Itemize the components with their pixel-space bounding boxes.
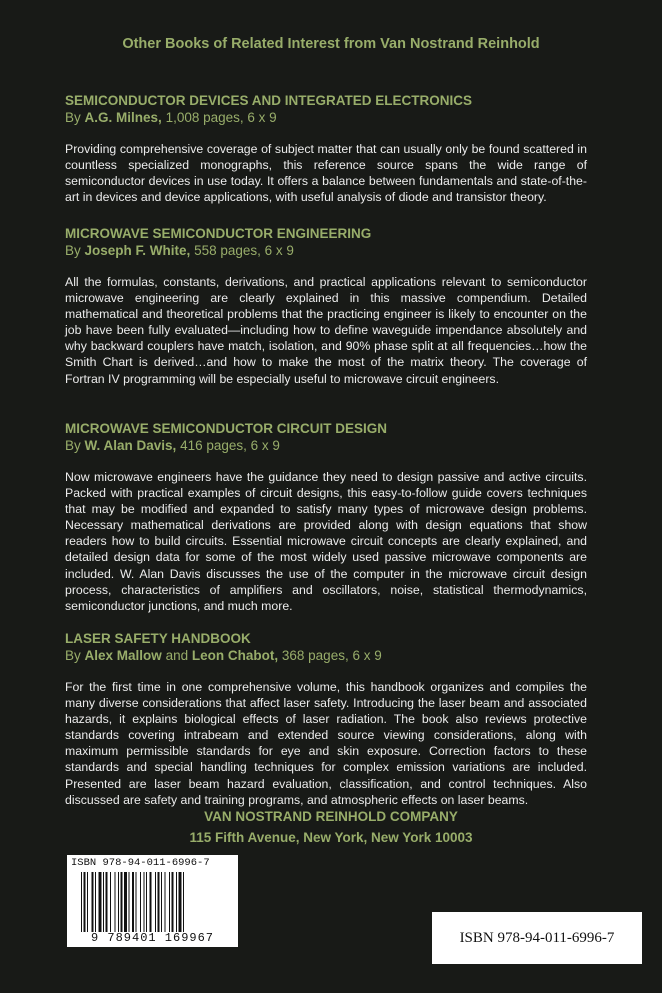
barcode-bar [146, 872, 147, 932]
by-label: By [65, 648, 81, 663]
barcode-bar [169, 872, 170, 932]
barcode-bar [129, 872, 130, 932]
book-author: Alex Mallow [84, 648, 162, 663]
isbn-box [432, 912, 642, 964]
barcode-bar [110, 872, 111, 932]
book-details: 368 pages, 6 x 9 [281, 648, 382, 663]
book-title: MICROWAVE SEMICONDUCTOR ENGINEERING [65, 226, 372, 241]
publisher-address: 115 Fifth Avenue, New York, New York 10003 [189, 830, 473, 845]
barcode-bar [124, 872, 127, 932]
barcode-bar [161, 872, 162, 932]
barcode-bar [165, 872, 166, 932]
book-author: Joseph F. White, [84, 243, 191, 258]
and-label: and [165, 648, 189, 663]
barcode-bar [81, 872, 82, 932]
barcode-bar [172, 872, 174, 932]
barcode-bar [140, 872, 141, 932]
barcode-bar [99, 872, 102, 932]
book-author-2: Leon Chabot, [191, 648, 279, 663]
barcode-bar [95, 872, 96, 932]
barcode-bar [92, 872, 94, 932]
book-entry-semiconductor-devices [65, 92, 587, 205]
barcode-bar [155, 872, 156, 932]
book-description: Now microwave engineers have the guidance they need to design passive and active circuits. Packed with practical examples of circuit designs, this easy-to-follow guide covers techniques that may be modified and expanded to satisfy many types of microwave design problems. Necessary mathematical derivations are provided along with design equations that show readers how to build circuits. Essential microwave circuit concepts are clearly explained, and detailed design data for some of the most widely used passive microwave components are included. W. Alan Davis discusses the use of the computer in the microwave circuit design process, characteristics of amplifiers and oscillators, noise, statistical thermodynamics, semiconductor junctions, and much more. [65, 470, 587, 613]
book-title: SEMICONDUCTOR DEVICES AND INTEGRATED ELECTRONICS [65, 93, 473, 108]
book-title: LASER SAFETY HANDBOOK [65, 631, 251, 646]
book-byline [65, 437, 587, 455]
book-details: 416 pages, 6 x 9 [180, 438, 280, 453]
barcode-bar [179, 872, 182, 932]
book-author: A.G. Milnes, [84, 110, 162, 125]
barcode-digits: 9 789401 169967 [90, 931, 215, 945]
book-title: MICROWAVE SEMICONDUCTOR CIRCUIT DESIGN [65, 421, 388, 436]
barcode-bar [132, 872, 134, 932]
by-label: By [65, 243, 81, 258]
book-entry-microwave-circuit-design [65, 420, 587, 614]
page-header: Other Books of Related Interest from Van Nostrand Reinhold [122, 36, 540, 52]
isbn-text: ISBN 978-94-011-6996-7 [459, 929, 615, 946]
by-label: By [65, 110, 81, 125]
barcode-bar [118, 872, 119, 932]
by-label: By [65, 438, 81, 453]
barcode-bar [103, 872, 104, 932]
book-description: For the first time in one comprehensive volume, this handbook organizes and compiles the many diverse considerations that affect laser safety. Introducing the laser beam and associated hazards, it explains biological effects of laser radiation. The book also reviews protective standards covering intrabeam and extended source viewing considerations, along with maximum permissible standards for eye and skin exposure. Correction factors to these standards and special handling techniques for complex emission variations are included. Presented are laser beam hazard evaluation, classification, and control techniques. Also discussed are safety and training programs, and atmospheric effects on laser beams. [65, 680, 587, 807]
barcode-bar [183, 872, 184, 932]
barcode-bar [144, 872, 145, 932]
barcode-bar [150, 872, 152, 932]
book-description: Providing comprehensive coverage of subject matter that can usually only be found scattered in countless specialized monographs, this reference source spans the wide range of semiconductor devices in use today. It offers a balance between fundamentals and state-of-the-art in devices and device applications, with useful analysis of diode and transistor theory. [65, 142, 587, 205]
barcode-bar [106, 872, 108, 932]
barcode-bar [84, 872, 86, 932]
publisher-name: VAN NOSTRAND REINHOLD COMPANY [204, 809, 458, 824]
barcode-bars [81, 872, 227, 932]
book-byline [65, 109, 587, 127]
barcode-isbn-label: ISBN 978-94-011-6996-7 [71, 857, 210, 869]
book-description: All the formulas, constants, derivations, and practical applications relevant to semiconductor microwave engineering are clearly explained in this massive compendium. Detailed mathematical and theoretical problems that the practicing engineer is likely to encounter on the job have been fully evaluated—including how to define waveguide impendance absolutely and why backward couplers have match, isolation, and 90% phase split at all frequencies…how the Smith Chart is derived…and how to make the most of the matrix theory. The coverage of Fortran IV programming will be especially useful to microwave circuit engineers. [65, 275, 587, 386]
book-byline [65, 647, 587, 665]
barcode-bar [176, 872, 177, 932]
book-entry-laser-safety [65, 630, 587, 808]
barcode-bar [87, 872, 88, 932]
barcode-bar [121, 872, 123, 932]
book-author: W. Alan Davis, [84, 438, 177, 453]
barcode-bar [158, 872, 160, 932]
book-details: 558 pages, 6 x 9 [194, 243, 294, 258]
barcode-bar [115, 872, 116, 932]
barcode-bar [136, 872, 137, 932]
book-byline [65, 242, 587, 260]
book-details: 1,008 pages, 6 x 9 [165, 110, 277, 125]
barcode [67, 855, 238, 947]
book-entry-microwave-engineering [65, 225, 587, 387]
